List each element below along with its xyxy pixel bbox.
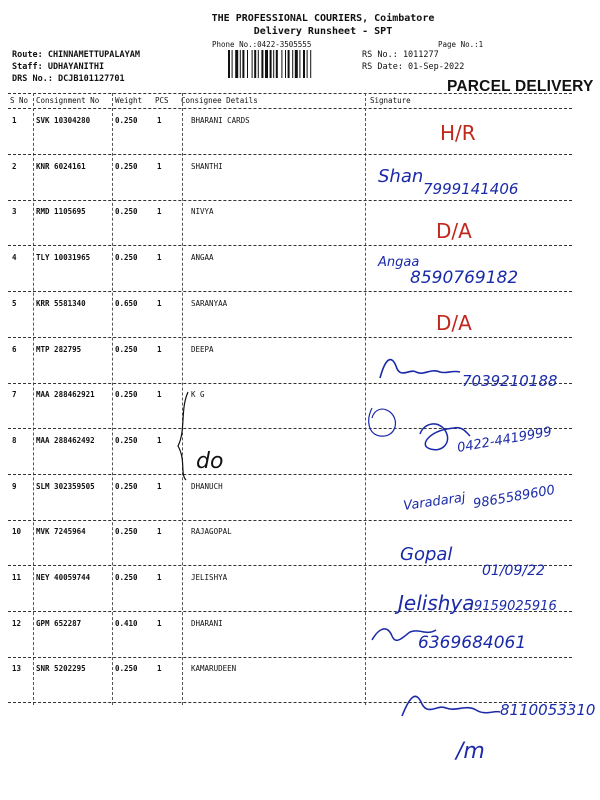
cell-sno: 11 bbox=[12, 573, 22, 582]
cell-weight: 0.250 bbox=[115, 253, 138, 263]
col-sno: S No bbox=[10, 96, 29, 105]
hw-row4-name: Angaa bbox=[378, 255, 420, 270]
cell-pcs: 1 bbox=[157, 207, 162, 217]
hw-row4-phone: 8590769182 bbox=[410, 268, 519, 288]
cell-consignee: SARANYAA bbox=[191, 298, 228, 308]
cell-consignment: MTP 282795 bbox=[36, 344, 82, 354]
cell-sno: 4 bbox=[12, 253, 17, 263]
col-signature: Signature bbox=[370, 96, 411, 105]
cell-sno: 12 bbox=[12, 618, 22, 628]
cell-consignee: DHANUCH bbox=[191, 481, 223, 491]
hw-row2-phone: 7999141406 bbox=[423, 180, 519, 198]
cell-consignment: TLY 10031965 bbox=[36, 253, 91, 263]
hw-row1: H/R bbox=[440, 121, 476, 145]
hw-row9-name: Varadaraj bbox=[402, 490, 467, 514]
cell-weight: 0.250 bbox=[115, 116, 138, 125]
cell-pcs: 1 bbox=[157, 481, 162, 491]
col-pcs: PCS bbox=[155, 96, 169, 105]
cell-consignment: NEY 40059744 bbox=[36, 573, 91, 582]
cell-consignment: MAA 288462921 bbox=[36, 390, 95, 400]
cell-weight: 0.250 bbox=[115, 527, 138, 537]
signature-scrawl bbox=[369, 408, 396, 436]
cell-pcs: 1 bbox=[157, 573, 162, 582]
cell-consignment: GPM 652287 bbox=[36, 618, 82, 628]
cell-consignee: K G bbox=[191, 390, 205, 400]
col-weight: Weight bbox=[115, 96, 143, 105]
cell-weight: 0.250 bbox=[115, 207, 138, 217]
parcel-delivery-label: PARCEL DELIVERY bbox=[447, 78, 594, 95]
cell-consignment: KNR 6024161 bbox=[36, 161, 86, 171]
cell-consignment: MVK 7245964 bbox=[36, 527, 86, 537]
cell-consignment: KRR 5581340 bbox=[36, 298, 86, 308]
hw-row7-phone: 0422-4419999 bbox=[456, 424, 553, 456]
phone-number: Phone No.:0422-3505555 bbox=[212, 40, 312, 49]
rs-number: RS No.: 1011277 bbox=[362, 50, 439, 60]
hw-row13-phone: 8110053310 bbox=[500, 701, 596, 719]
hw-row11-name: Jelishya bbox=[398, 591, 475, 615]
cell-weight: 0.250 bbox=[115, 573, 138, 582]
cell-weight: 0.410 bbox=[115, 618, 138, 628]
cell-sno: 7 bbox=[12, 390, 17, 400]
cell-weight: 0.250 bbox=[115, 664, 138, 674]
cell-sno: 5 bbox=[12, 298, 17, 308]
signature-row6 bbox=[380, 360, 460, 378]
cell-weight: 0.250 bbox=[115, 390, 138, 400]
cell-sno: 1 bbox=[12, 116, 17, 125]
cell-sno: 2 bbox=[12, 161, 17, 171]
company-title: THE PROFESSIONAL COURIERS, Coimbatore bbox=[211, 13, 435, 24]
cell-weight: 0.250 bbox=[115, 344, 138, 354]
col-consignee: Consignee Details bbox=[181, 96, 258, 105]
bracket-mark bbox=[178, 392, 188, 480]
cell-consignment: MAA 288462492 bbox=[36, 435, 95, 445]
cell-sno: 10 bbox=[12, 527, 22, 537]
hw-row5: D/A bbox=[436, 311, 472, 335]
cell-sno: 8 bbox=[12, 435, 17, 445]
cell-consignee: KAMARUDEEN bbox=[191, 664, 237, 674]
rs-date: RS Date: 01-Sep-2022 bbox=[362, 62, 465, 72]
hw-row8: do bbox=[196, 449, 224, 474]
cell-consignee: BHARANI CARDS bbox=[191, 116, 250, 125]
cell-pcs: 1 bbox=[157, 664, 162, 674]
cell-consignment: SLM 302359505 bbox=[36, 481, 95, 491]
hw-row12-phone: 6369684061 bbox=[418, 633, 527, 653]
cell-pcs: 1 bbox=[157, 116, 162, 125]
cell-consignee: DHARANI bbox=[191, 618, 223, 628]
cell-consignee: RAJAGOPAL bbox=[191, 527, 232, 537]
cell-consignment: RMD 1105695 bbox=[36, 207, 86, 217]
cell-weight: 0.250 bbox=[115, 161, 138, 171]
hw-row3: D/A bbox=[436, 219, 472, 243]
cell-sno: 13 bbox=[12, 664, 22, 674]
cell-weight: 0.250 bbox=[115, 435, 138, 445]
cell-pcs: 1 bbox=[157, 618, 162, 628]
cell-consignee: ANGAA bbox=[191, 253, 214, 263]
hw-row9-phone: 9865589600 bbox=[472, 482, 557, 512]
runsheet-subtitle: Delivery Runsheet - SPT bbox=[253, 26, 393, 37]
col-consignment: Consignment No bbox=[36, 96, 100, 105]
cell-consignee: NIVYA bbox=[191, 207, 214, 217]
hw-row10-name: Gopal bbox=[400, 544, 453, 565]
cell-consignment: SVK 10304280 bbox=[36, 116, 91, 125]
hw-row10-date: 01/09/22 bbox=[482, 563, 545, 579]
cell-consignment: SNR 5202295 bbox=[36, 664, 86, 674]
hw-row2-name: Shan bbox=[378, 166, 424, 187]
cell-pcs: 1 bbox=[157, 298, 162, 308]
signature-row13 bbox=[402, 696, 500, 716]
hw-row6-phone: 7039210188 bbox=[462, 372, 558, 390]
hw-row11-phone: 9159025916 bbox=[474, 599, 557, 614]
cell-sno: 6 bbox=[12, 344, 17, 354]
cell-consignee: JELISHYA bbox=[191, 573, 228, 582]
cell-pcs: 1 bbox=[157, 253, 162, 263]
cell-sno: 9 bbox=[12, 481, 17, 491]
staff: Staff: UDHAYANITHI bbox=[12, 62, 105, 72]
cell-sno: 3 bbox=[12, 207, 17, 217]
cell-pcs: 1 bbox=[157, 344, 162, 354]
cell-pcs: 1 bbox=[157, 161, 162, 171]
cell-pcs: 1 bbox=[157, 435, 162, 445]
cell-pcs: 1 bbox=[157, 390, 162, 400]
cell-consignee: SHANTHI bbox=[191, 161, 223, 171]
hw-footer: /m bbox=[456, 739, 485, 764]
cell-consignee: DEEPA bbox=[191, 344, 214, 354]
cell-weight: 0.650 bbox=[115, 298, 138, 308]
cell-weight: 0.250 bbox=[115, 481, 138, 491]
drs-number: DRS No.: DCJB101127701 bbox=[12, 74, 125, 84]
route: Route: CHINNAMETTUPALAYAM bbox=[12, 50, 140, 60]
cell-pcs: 1 bbox=[157, 527, 162, 537]
page-number: Page No.:1 bbox=[438, 40, 484, 49]
